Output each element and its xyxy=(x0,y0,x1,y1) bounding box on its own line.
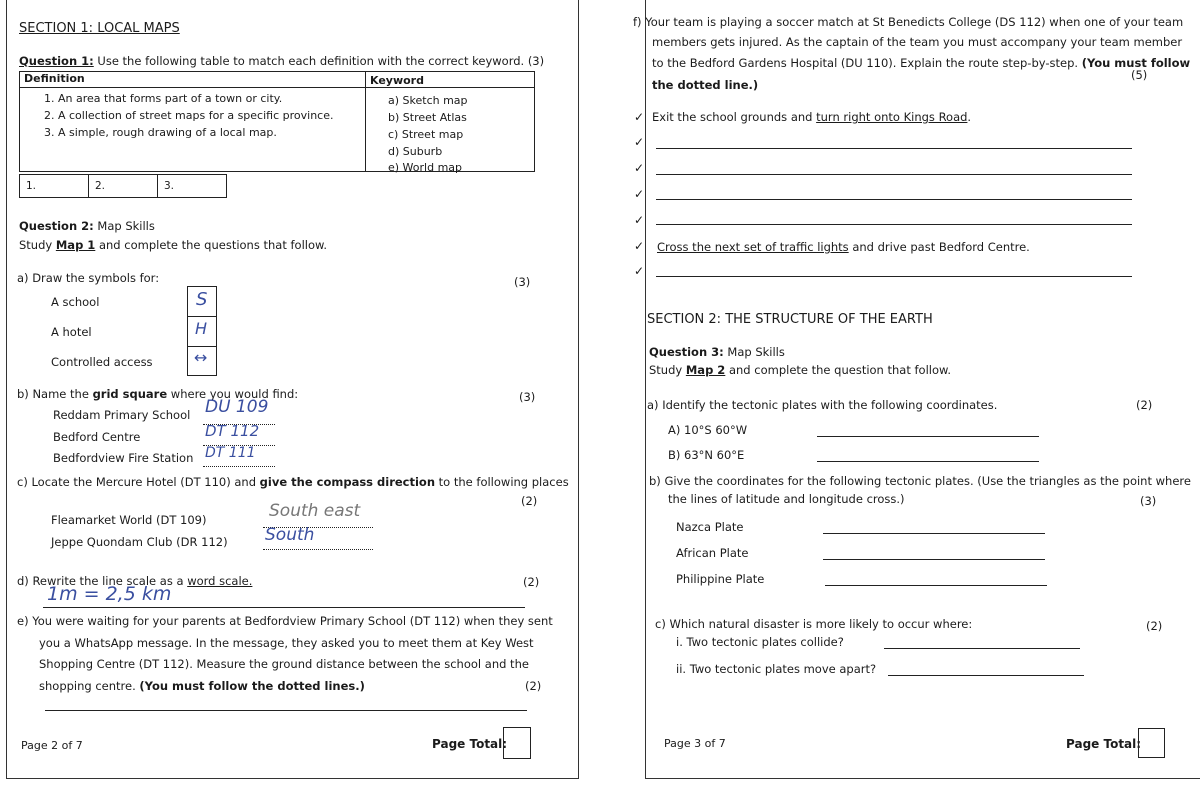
q2c-marks: (2) xyxy=(521,494,538,508)
question-1-label: Question 1: xyxy=(19,54,94,68)
coord-a: A) 10°S 60°W xyxy=(668,423,748,437)
symbol-label-controlled-access: Controlled access xyxy=(51,355,153,369)
keyword-header: Keyword xyxy=(370,74,424,87)
tick-mark-3: ✓ xyxy=(634,161,645,175)
answer-jeppe: South xyxy=(265,525,315,545)
philippine-answer-line[interactable] xyxy=(825,585,1047,586)
question-3-instruction: Study Map 2 and complete the question that follow. xyxy=(649,363,952,377)
q3c-prompt: c) Which natural disaster is more likely to occur where: xyxy=(655,617,973,631)
place-reddam: Reddam Primary School xyxy=(53,408,191,422)
q3a-prompt: a) Identify the tectonic plates with the following coordinates. xyxy=(647,398,998,412)
matching-table xyxy=(19,71,535,172)
plate-philippine: Philippine Plate xyxy=(676,572,765,586)
q3b-marks: (3) xyxy=(1140,494,1157,508)
question-2-label: Question 2: xyxy=(19,219,94,233)
q3c-i-answer-line[interactable] xyxy=(884,648,1080,649)
page-total-label-right: Page Total: xyxy=(1066,737,1142,751)
plate-nazca: Nazca Plate xyxy=(676,520,744,534)
nazca-answer-line[interactable] xyxy=(823,533,1045,534)
page-total-box-right[interactable] xyxy=(1138,728,1165,758)
q2e-line-4: shopping centre. (You must follow the dotted lines.) xyxy=(39,679,365,693)
coord-a-answer-line[interactable] xyxy=(817,436,1039,437)
answer-word-scale: 1m = 2,5 km xyxy=(47,583,172,605)
q2a-prompt: a) Draw the symbols for: xyxy=(17,271,160,285)
worksheet-page-2 xyxy=(6,0,579,779)
tick-mark-7: ✓ xyxy=(634,264,645,278)
keyword-d: d) Suburb xyxy=(388,145,443,158)
q2a-marks: (3) xyxy=(514,275,531,289)
symbol-label-hotel: A hotel xyxy=(51,325,92,339)
q2e-line-3: Shopping Centre (DT 112). Measure the ground distance between the school and the xyxy=(39,657,529,671)
place-fire-station: Bedfordview Fire Station xyxy=(53,451,194,465)
coord-b: B) 63°N 60°E xyxy=(668,448,745,462)
question-1-prompt xyxy=(19,54,544,68)
q3a-marks: (2) xyxy=(1136,398,1153,412)
answer-cell-3[interactable]: 3. xyxy=(157,174,227,198)
map-1-ref: Map 1 xyxy=(55,238,96,252)
qf-line-1: f) Your team is playing a soccer match at St Benedicts College (DS 112) when one of your team xyxy=(633,15,1184,29)
place-bedford-centre: Bedford Centre xyxy=(53,430,141,444)
q2b-marks: (3) xyxy=(519,390,536,404)
page-total-label-left: Page Total: xyxy=(432,737,508,751)
answer-reddam: DU 109 xyxy=(205,397,269,417)
qf-marks: (5) xyxy=(1131,68,1148,82)
question-1-text: Use the following table to match each definition with the correct keyword. (3) xyxy=(97,54,545,68)
q3c-item-ii: ii. Two tectonic plates move apart? xyxy=(676,662,877,676)
table-header-row xyxy=(20,72,534,88)
q3c-item-i: i. Two tectonic plates collide? xyxy=(676,635,844,649)
answer-bedford-centre: DT 112 xyxy=(205,422,260,440)
q2e-line-2: you a WhatsApp message. In the message, they asked you to meet them at Key West xyxy=(39,636,534,650)
question-2-instruction: Study Map 1 and complete the questions that follow. xyxy=(19,238,328,252)
route-answer-line-4[interactable] xyxy=(656,224,1132,225)
coord-b-answer-line[interactable] xyxy=(817,461,1039,462)
definition-2: 2. A collection of street maps for a specific province. xyxy=(44,109,334,122)
q2c-prompt: c) Locate the Mercure Hotel (DT 110) and give the compass direction to the following places xyxy=(17,475,569,489)
keyword-e: e) World map xyxy=(388,161,463,174)
route-step-cross: Cross the next set of traffic lights and drive past Bedford Centre. xyxy=(657,240,1030,254)
symbol-answer-boxes xyxy=(187,286,217,376)
question-2-title: Map Skills xyxy=(97,219,155,233)
plate-african: African Plate xyxy=(676,546,749,560)
symbol-label-school: A school xyxy=(51,295,100,309)
answer-fleamarket: South east xyxy=(269,501,361,521)
definition-3: 3. A simple, rough drawing of a local map. xyxy=(44,126,277,139)
qf-line-4: the dotted line.) xyxy=(652,78,759,92)
q2e-line-1: e) You were waiting for your parents at Bedfordview Primary School (DT 112) when they sent xyxy=(17,614,553,628)
map-2-ref: Map 2 xyxy=(685,363,726,377)
tick-mark-4: ✓ xyxy=(634,187,645,201)
route-answer-line-2[interactable] xyxy=(656,174,1132,175)
q3b-line-2: the lines of latitude and longitude cross.) xyxy=(668,492,905,506)
place-fleamarket: Fleamarket World (DT 109) xyxy=(51,513,207,527)
q3c-marks: (2) xyxy=(1146,619,1163,633)
african-answer-line[interactable] xyxy=(823,559,1045,560)
answer-cell-2[interactable]: 2. xyxy=(88,174,158,198)
route-answer-line-1[interactable] xyxy=(656,148,1132,149)
definition-1: 1. An area that forms part of a town or city. xyxy=(44,92,283,105)
table-column-divider xyxy=(365,72,366,171)
section-2-title: SECTION 2: THE STRUCTURE OF THE EARTH xyxy=(647,312,933,327)
q2e-answer-line[interactable] xyxy=(45,710,527,711)
page-total-box-left[interactable] xyxy=(503,727,531,759)
question-2-heading xyxy=(19,219,155,233)
answer-cell-1[interactable]: 1. xyxy=(19,174,89,198)
qf-line-2: members gets injured. As the captain of the team you must accompany your team member xyxy=(652,35,1183,49)
q2b-prompt: b) Name the grid square where you would find: xyxy=(17,387,299,401)
keyword-b: b) Street Atlas xyxy=(388,111,467,124)
tick-mark-6: ✓ xyxy=(634,239,645,253)
q2d-marks: (2) xyxy=(523,575,540,589)
q3b-line-1: b) Give the coordinates for the following tectonic plates. (Use the triangles as the point where xyxy=(649,474,1191,488)
q2e-marks: (2) xyxy=(525,679,542,693)
route-answer-line-3[interactable] xyxy=(656,199,1132,200)
drawn-hotel-symbol: H xyxy=(195,319,208,338)
place-jeppe: Jeppe Quondam Club (DR 112) xyxy=(51,535,228,549)
answer-fire-station: DT 111 xyxy=(205,445,256,461)
page-number-right: Page 3 of 7 xyxy=(664,737,726,750)
tick-mark-5: ✓ xyxy=(634,213,645,227)
definition-header: Definition xyxy=(24,72,85,85)
q3c-ii-answer-line[interactable] xyxy=(888,675,1084,676)
route-step-1: Exit the school grounds and turn right onto Kings Road. xyxy=(652,110,972,124)
section-1-title: SECTION 1: LOCAL MAPS xyxy=(19,21,180,36)
route-answer-line-5[interactable] xyxy=(656,276,1132,277)
keyword-c: c) Street map xyxy=(388,128,464,141)
qf-line-3: to the Bedford Gardens Hospital (DU 110). Explain the route step-by-step. (You must follow xyxy=(652,56,1191,70)
drawn-controlled-access-symbol: ↔ xyxy=(194,348,208,367)
tick-mark-2: ✓ xyxy=(634,135,645,149)
worksheet-page-3 xyxy=(633,0,1200,779)
tick-mark-1: ✓ xyxy=(634,110,645,124)
page-number-left: Page 2 of 7 xyxy=(21,739,83,752)
q2d-prompt: d) Rewrite the line scale as a word scale. xyxy=(17,574,253,588)
keyword-a: a) Sketch map xyxy=(388,94,468,107)
question-3-heading: Question 3: Map Skills xyxy=(649,345,785,359)
drawn-school-symbol: S xyxy=(196,289,208,310)
